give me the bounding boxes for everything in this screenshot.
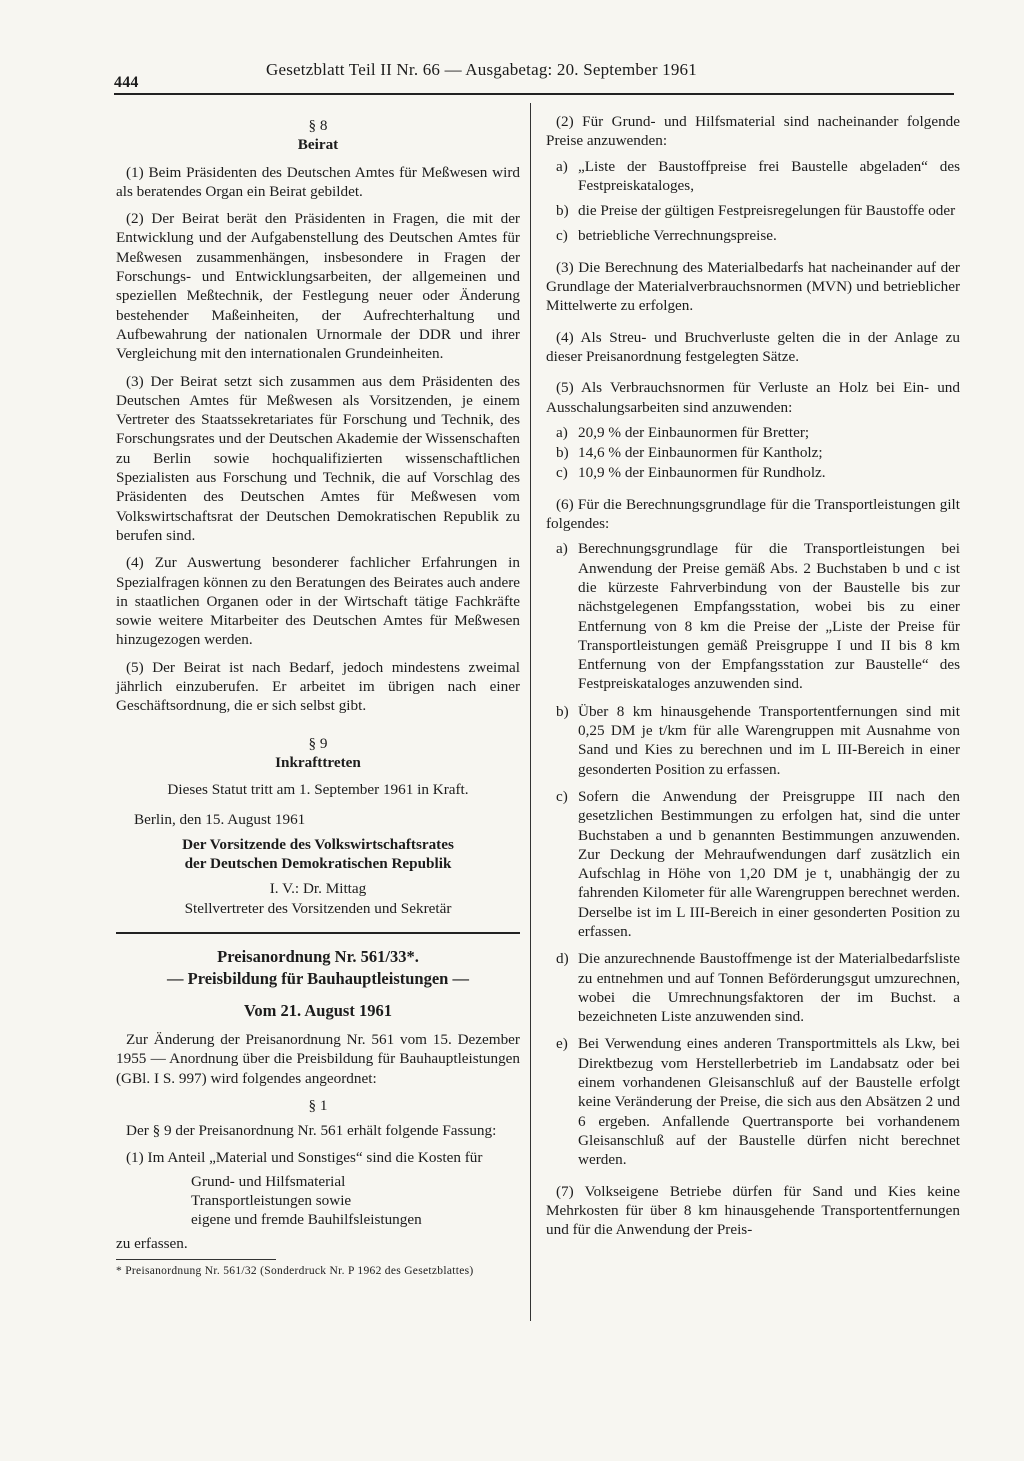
list-text: betriebliche Verrechnungspreise. xyxy=(578,227,777,245)
decree-title: Preisanordnung Nr. 561/33*. xyxy=(217,946,419,966)
s8-paragraph-4: (4) Zur Auswertung besonderer fachlicher Erfahrungen in Spezialfragen können zu den Beratungen des Beirates auch andere in staatlichen Organen oder in der Wirtschaft tätige Fachkräfte sowie weitere Mitarbeiter des Deutschen Amtes für Meßwesen hinzugezogen werden. xyxy=(116,554,520,649)
list-text: „Liste der Baustoffpreise frei Baustelle abgeladen“ des Festpreiskataloges, xyxy=(578,157,960,194)
s9-text: Dieses Statut tritt am 1. September 1961 in Kraft. xyxy=(167,781,469,799)
signature-role: Stellvertreter des Vorsitzenden und Sekretär xyxy=(184,899,452,917)
decree-date: Vom 21. August 1961 xyxy=(244,1000,392,1020)
list-item xyxy=(546,157,960,196)
list-label: a) xyxy=(556,157,568,175)
list-item xyxy=(546,443,960,462)
s8-paragraph-3: (3) Der Beirat setzt sich zusammen aus dem Präsidenten des Deutschen Amtes für Meßwesen als Vorsitzenden, je einem Vertreter des Staatssekretariates für Forschung und Technik, des Forschungsrates und der Deutschen Akademie der Wissenschaften zu Berlin sowie hochqualifizierten wissenschaftlichen Spezialisten aus Forschung und Technik, die auf Vorschlag des Präsidenten des Deutschen Amtes für Meßwesen vom Volkswirtschaftsrat der Deutschen Demokratischen Republik zu berufen sind. xyxy=(116,372,520,544)
list-label: b) xyxy=(556,702,569,720)
r-paragraph-3: (3) Die Berechnung des Materialbedarfs hat nacheinander auf der Grundlage der Materialverbrauchsnormen (MVN) und betrieblicher Mittelwerte zu erfolgen. xyxy=(546,258,960,315)
footnote-rule xyxy=(116,1259,276,1260)
list-label: c) xyxy=(556,227,568,245)
list-label: b) xyxy=(556,202,569,220)
left-column xyxy=(116,112,520,1278)
decree-intro: Zur Änderung der Preisanordnung Nr. 561 vom 15. Dezember 1955 — Anordnung über die Preisbildung für Bauhauptleistungen (GBl. I S. 997) wird folgendes angeordnet: xyxy=(116,1030,520,1087)
s1-end: zu erfassen. xyxy=(116,1234,188,1252)
r-paragraph-2: (2) Für Grund- und Hilfsmaterial sind nacheinander folgende Preise anzuwenden: xyxy=(546,113,960,150)
column-divider xyxy=(530,103,531,1321)
list-text: 10,9 % der Einbaunormen für Rundholz. xyxy=(578,464,826,482)
list-label: c) xyxy=(556,787,568,805)
list-label: c) xyxy=(556,464,568,482)
cost-items-list xyxy=(116,1172,520,1230)
header-title: Gesetzblatt Teil II Nr. 66 — Ausgabetag: 20. September 1961 xyxy=(266,60,697,79)
section-8-title: Beirat xyxy=(297,136,339,154)
list-item xyxy=(546,949,960,1026)
list-label: b) xyxy=(556,444,569,462)
list-text: Bei Verwendung eines anderen Transportmittels als Lkw, bei Direktbezug vom Herstellerbetrieb im Landabsatz oder bei einem vorhandenen Gleisanschluß auf der Baustelle erfolgt keine Veränderung der Preise, die sich aus den Absätzen 2 und 6 ergeben. Anfallende Quertransporte bei vorhandenem Gleisanschluß auf der Baustelle dürfen nicht berechnet werden. xyxy=(578,1035,960,1169)
list-text: 20,9 % der Einbaunormen für Bretter; xyxy=(578,423,810,441)
list-item xyxy=(546,1034,960,1169)
list-text: 14,6 % der Einbaunormen für Kantholz; xyxy=(578,444,823,462)
cost-item: eigene und fremde Bauhilfsleistungen xyxy=(191,1211,422,1229)
list-text: Über 8 km hinausgehende Transportentfernungen sind mit 0,25 DM je t/km für alle Warengruppen mit Ausnahme von Sand und Kies zu berechnen und im L III-Bereich in einer gesonderten Position zu erfassen. xyxy=(578,702,960,778)
s1-text: Der § 9 der Preisanordnung Nr. 561 erhält folgende Fassung: xyxy=(126,1122,497,1140)
page-number: 444 xyxy=(114,74,139,91)
footnote: * Preisanordnung Nr. 561/32 (Sonderdruck Nr. P 1962 des Gesetzblattes) xyxy=(116,1264,474,1277)
section-1-heading: § 1 xyxy=(308,1096,328,1114)
list-item xyxy=(546,463,960,482)
decree-subtitle: — Preisbildung für Bauhauptleistungen — xyxy=(167,968,469,988)
list-item xyxy=(546,423,960,442)
right-column xyxy=(546,112,960,1247)
r-paragraph-7: (7) Volkseigene Betriebe dürfen für Sand und Kies keine Mehrkosten für über 8 km hinausgehende Transportentfernungen und für die Anwendung der Preis- xyxy=(546,1182,960,1239)
signature-org-1: Der Vorsitzende des Volkswirtschaftsrates xyxy=(182,835,454,853)
list-text: Sofern die Anwendung der Preisgruppe III nach den gesetzlichen Bestimmungen zu erfolgen hat, sind die unter Buchstaben a und b genannten Bestimmungen anzuwenden. Zur Deckung der Mehraufwendungen darf zusätzlich ein Aufschlag in Höhe von 1,20 DM je t, unabhängig der zu fahrenden Kilometer für alle Warengruppen berechnet werden. Derselbe ist im L III-Bereich in einer gesonderten Position zu erfassen. xyxy=(578,787,960,940)
list-label: a) xyxy=(556,423,568,441)
place-date: Berlin, den 15. August 1961 xyxy=(134,810,306,828)
r-paragraph-5: (5) Als Verbrauchsnormen für Verluste an Holz bei Ein- und Ausschalungsarbeiten sind anzuwenden: xyxy=(546,379,960,416)
list-item xyxy=(546,539,960,693)
s8-paragraph-1: (1) Beim Präsidenten des Deutschen Amtes für Meßwesen wird als beratendes Organ ein Beirat gebildet. xyxy=(116,163,520,200)
header-rule xyxy=(114,93,954,95)
section-9-heading: § 9 xyxy=(308,734,328,752)
s1-paragraph-1: (1) Im Anteil „Material und Sonstiges“ sind die Kosten für xyxy=(126,1149,483,1167)
list-label: a) xyxy=(556,540,568,558)
list-text: Die anzurechnende Baustoffmenge ist der Materialbedarfsliste zu entnehmen und auf Tonnen Beförderungsgut umzurechnen, wobei die Umrechnungsfaktoren der im Buchst. a bezeichneten Liste anzuwenden sind. xyxy=(578,950,960,1026)
s8-paragraph-2: (2) Der Beirat berät den Präsidenten in Fragen, die mit der Entwicklung und der Aufgabenstellung des Deutschen Amtes für Meßwesen zusammenhängen, insbesondere in Fragen der Forschungs- und Entwicklungsarbeiten, der allgemeinen und speziellen Meßtechnik, der Festlegung neuer oder Änderung bestehender Maßeinheiten, der Aufrechterhaltung und Aufbewahrung der nationalen Urnormale der DDR und ihrer Vergleichung mit den internationalen Grundeinheiten. xyxy=(116,210,520,363)
list-item xyxy=(546,226,960,245)
cost-item: Grund- und Hilfsmaterial xyxy=(191,1172,346,1190)
list-label: d) xyxy=(556,950,569,968)
list-label: e) xyxy=(556,1035,568,1053)
s8-paragraph-5: (5) Der Beirat ist nach Bedarf, jedoch mindestens zweimal jährlich einzuberufen. Er arbeitet im übrigen nach einer Geschäftsordnung, die er sich selbst gibt. xyxy=(116,658,520,715)
section-separator xyxy=(116,932,520,934)
list-item xyxy=(546,787,960,941)
list-item xyxy=(546,702,960,779)
section-9-title: Inkrafttreten xyxy=(275,753,361,771)
r-paragraph-4: (4) Als Streu- und Bruchverluste gelten die in der Anlage zu dieser Preisanordnung festgelegten Sätze. xyxy=(546,328,960,365)
list-text: Berechnungsgrundlage für die Transportleistungen bei Anwendung der Preise gemäß Abs. 2 Buchstaben b und c ist die kürzeste Fahrverbindung von der Baustelle bis zur nächstgelegenen Empfangsstation, wobei bis zu einer Entfernung von 8 km die Preise der „Liste der Preise für Transportleistungen gemäß Preisgruppe I und II bis 8 km Entfernung von der Empfangsstation zur Baustelle“ des Festpreiskataloges anzuwenden sind. xyxy=(578,540,960,693)
cost-item: Transportleistungen sowie xyxy=(191,1192,352,1210)
list-text: die Preise der gültigen Festpreisregelungen für Baustoffe oder xyxy=(578,202,956,220)
r-paragraph-6: (6) Für die Berechnungsgrundlage für die Transportleistungen gilt folgendes: xyxy=(546,495,960,533)
signature-name: I. V.: Dr. Mittag xyxy=(269,880,367,898)
list-item xyxy=(546,201,960,220)
signature-org-2: der Deutschen Demokratischen Republik xyxy=(184,855,452,873)
section-8-heading: § 8 xyxy=(308,117,328,134)
